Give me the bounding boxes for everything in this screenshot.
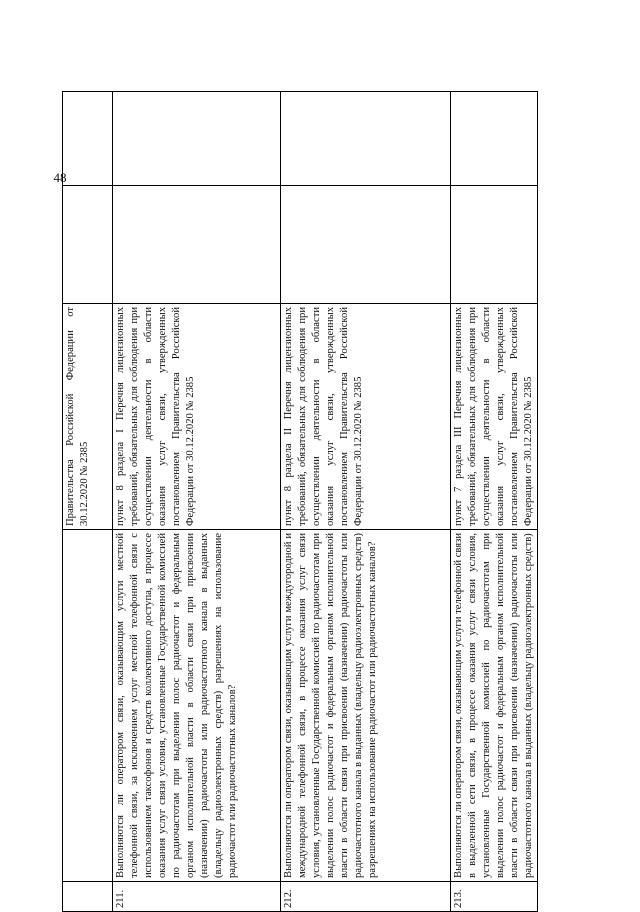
table-cell-act-reference: пункт 8 раздела I Перечня лицензионных требований, обязательных для соблюдения при осуществлении деятельности в области оказания услуг связи, утвержденных постановлением Правительства Российской Федерации от 30.12.2020 № 2385: [113, 304, 281, 530]
table-cell-number: 211.: [113, 882, 281, 912]
table-cell-question: Выполняются ли оператором связи, оказывающим услуги междугородной и международной телефонной связи, в процессе оказания услуг связи условия, установленные Государственной комиссией по радиочастотам при выделении полос радиочастот и федеральным органом исполнительной власти в области связи при присвоении (назначении) радиочастоты или радиочастотного канала в выданных (владельцу радиоэлектронных средств) разрешениях на использование радиочастот или радиочастотных каналов?: [281, 530, 451, 882]
table-row: [113, 92, 281, 912]
table-row: [63, 92, 113, 912]
table-cell-number: 213.: [451, 882, 538, 912]
table-cell-empty: [63, 92, 113, 186]
table-cell-empty: [451, 92, 538, 186]
table-cell-number: 212.: [281, 882, 451, 912]
table-cell-number: [63, 882, 113, 912]
table-cell-empty: [113, 186, 281, 304]
table-cell-empty: [113, 92, 281, 186]
page-number: 48: [53, 170, 67, 185]
table-cell-empty: [451, 186, 538, 304]
table-cell-act-reference: пункт 8 раздела II Перечня лицензионных требований, обязательных для соблюдения при осуществлении деятельности в области оказания услуг связи, утвержденных постановлением Правительства Российской Федерации от 30.12.2020 № 2385: [281, 304, 451, 530]
regulatory-checklist-table: [62, 91, 538, 912]
table-cell-question: [63, 530, 113, 882]
table-cell-empty: [281, 92, 451, 186]
table-row: [281, 92, 451, 912]
table-cell-question: Выполняются ли оператором связи, оказывающим услуги местной телефонной связи, за исключением услуг местной телефонной связи с использованием таксофонов и средств коллективного доступа, в процессе оказания услуг связи условия, установленные Государственной комиссией по радиочастотам при выделении полос радиочастот и федеральным органом исполнительной власти в области связи при присвоении (назначении) радиочастоты или радиочастотного канала в выданных (владельцу радиоэлектронных средств) разрешениях на использование радиочастот или радиочастотных каналов?: [113, 530, 281, 882]
table-row: [451, 92, 538, 912]
table-cell-act-reference: пункт 7 раздела III Перечня лицензионных требований, обязательных для соблюдения при осуществлении деятельности в области оказания услуг связи, утвержденных постановлением Правительства Российской Федерации от 30.12.2020 № 2385: [451, 304, 538, 530]
table-cell-empty: [63, 186, 113, 304]
table-cell-empty: [281, 186, 451, 304]
rotated-table-page: [62, 92, 534, 912]
table-cell-act-reference: Правительства Российской Федерации от 30.12.2020 № 2385: [63, 304, 113, 530]
table-cell-question: Выполняются ли оператором связи, оказывающим услуги телефонной связи в выделенной сети связи, в процессе оказания услуг связи условия, установленные Государственной комиссией по радиочастотам при выделении полос радиочастот и федеральным органом исполнительной власти в области связи при присвоении (назначении) радиочастоты или радиочастотного канала в выданных (владельцу радиоэлектронных средств): [451, 530, 538, 882]
